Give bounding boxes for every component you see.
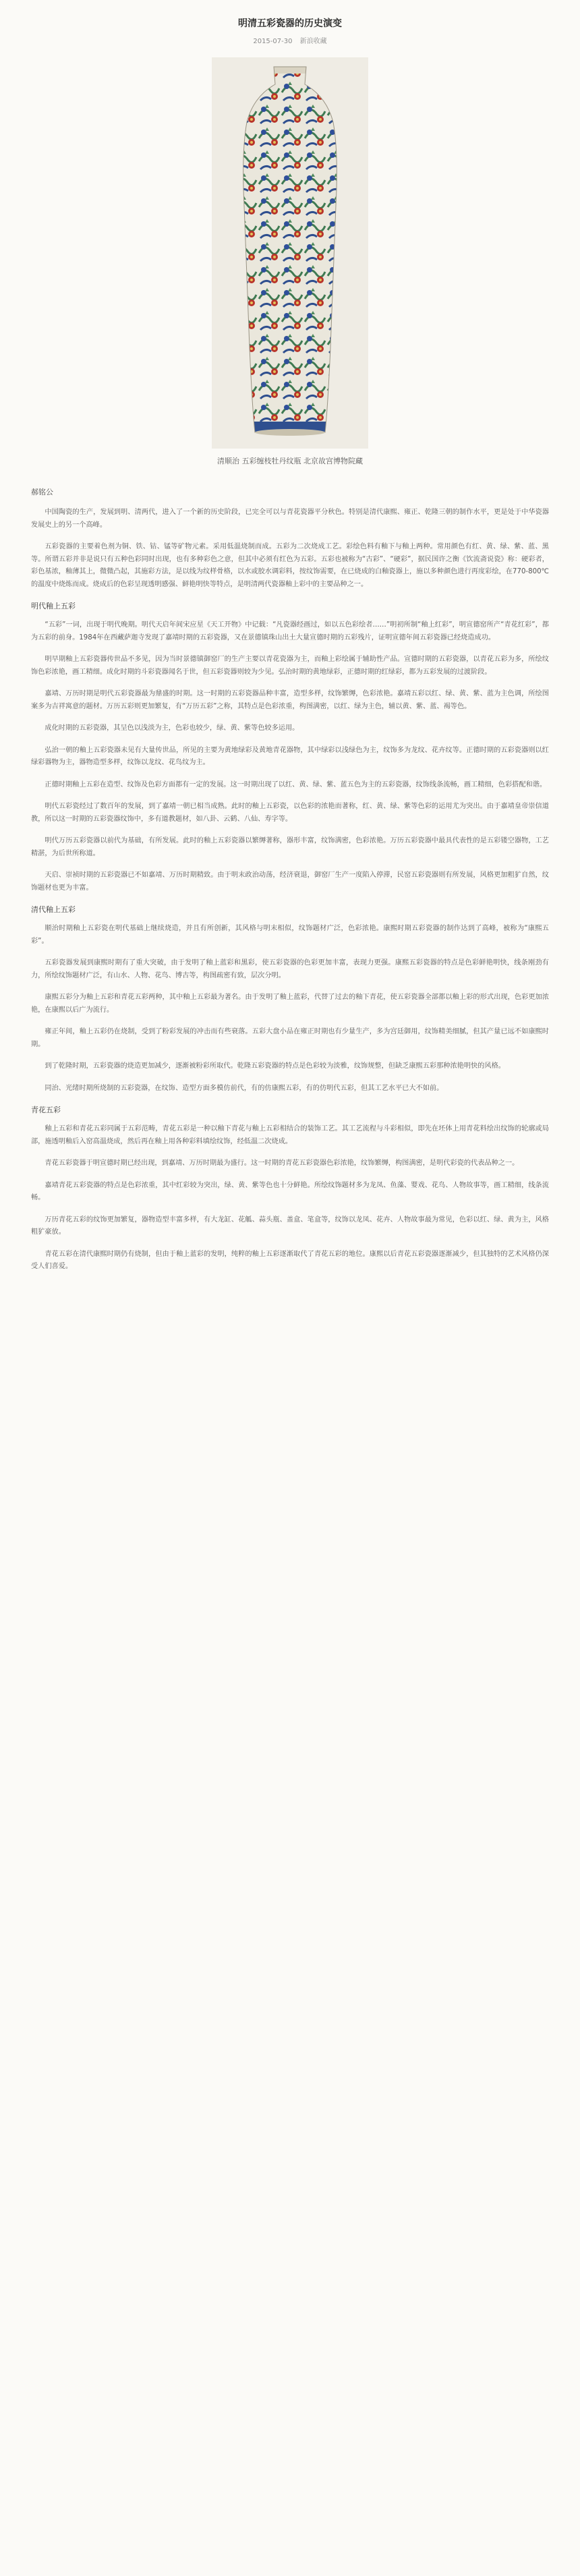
paragraph: 中国陶瓷的生产，发展到明、清两代，进入了一个新的历史阶段，已完全可以与青花瓷器平分秋色。特别是清代康熙、雍正、乾隆三朝的制作水平，更是处于中华瓷器发展史上的另一个高峰。 [31,509,549,529]
paragraph: 弘治一朝的釉上五彩瓷器未见有大量传世品，所见的主要为黄地绿彩及黄地青花器物，其中绿彩以浅绿色为主，纹饰多为龙纹、花卉纹等。正德时期的五彩瓷器则以红绿彩器物为主，器物造型多样，纹饰以龙纹、花鸟纹为主。 [31,746,549,766]
article-meta [31,35,549,45]
article-title: 明清五彩瓷器的历史演变 [238,18,342,29]
paragraph: 天启、崇祯时期的五彩瓷器已不如嘉靖、万历时期精致。由于明末政治动荡，经济衰退，御窑厂生产一度陷入停滞，民窑五彩瓷器则有所发展，风格更加粗犷自然，纹饰题材也更为丰富。 [31,871,549,892]
vase-illustration [212,57,368,449]
paragraph: 明代五彩瓷经过了数百年的发展，到了嘉靖一朝已相当成熟。此时的釉上五彩瓷，以色彩的浓艳而著称，红、黄、绿、紫等色彩的运用尤为突出。由于嘉靖皇帝崇信道教，所以这一时期的五彩瓷器纹饰中，多有道教题材，如八卦、云鹤、八仙、寿字等。 [31,803,549,823]
author-line: 郝铭公 [31,488,53,496]
article-body [31,507,549,1273]
paragraph: 同治、光绪时期所烧制的五彩瓷器，在纹饰、造型方面多模仿前代，有的仿康熙五彩，有的仿明代五彩，但其工艺水平已大不如前。 [45,1084,444,1092]
paragraph: 正德时期釉上五彩在造型、纹饰及色彩方面都有一定的发展。这一时期出现了以红、黄、绿、紫、蓝五色为主的五彩瓷器，纹饰线条流畅，画工精细，色彩搭配和谐。 [45,780,547,789]
paragraph: 五彩瓷器的主要着色剂为铜、铁、钴、锰等矿物元素。采用低温烧制而成。五彩为二次烧成工艺。彩绘色料有釉下与釉上两种。常用颜色有红、黄、绿、紫、蓝、黑等。所谓五彩并非是说只有五种色彩同时出现，也有多种彩色之意，但其中必须有红色为五彩。五彩也被称为“古彩”、“硬彩”，据民国许之衡《饮流斋说瓷》称：硬彩者，彩色基浓，釉薄其上，微微凸起，其施彩方法，是以线为纹样骨格，以水或胶水调彩料，按纹饰需要，在已烧成的白釉瓷器上，施以多种颜色进行再度彩绘，在770-800℃的温度中烧炼而成。烧成后的色彩呈现透明感强、鲜艳明快等特点，是明清两代瓷器釉上彩中的主要品种之一。 [31,543,549,588]
paragraph: 青花五彩瓷器于明宣德时期已经出现，到嘉靖、万历时期最为盛行。这一时期的青花五彩瓷器色彩浓艳，纹饰繁缛，构图满密，是明代彩瓷的代表品种之一。 [45,1160,519,1167]
paragraph: 嘉靖、万历时期是明代五彩瓷器最为鼎盛的时期。这一时期的五彩瓷器品种丰富，造型多样，纹饰繁缛，色彩浓艳。嘉靖五彩以红、绿、黄、紫、蓝为主色调，所绘图案多为吉祥寓意的题材。万历五彩则更加繁复，有“万历五彩”之称，其特点是色彩浓重，构图满密，以红、绿为主色，辅以黄、紫、蓝、褐等色。 [31,690,549,710]
paragraph: 康熙五彩分为釉上五彩和青花五彩两种，其中釉上五彩最为著名。由于发明了釉上蓝彩，代替了过去的釉下青花，使五彩瓷器全部都以釉上彩的形式出现，色彩更加浓艳，在康熙以后广为流行。 [31,994,549,1014]
paragraph: 顺治时期釉上五彩瓷在明代基础上继续烧造，并且有所创新，其风格与明末相似，纹饰题材广泛，色彩浓艳。康熙时期五彩瓷器的制作达到了高峰，被称为“康熙五彩”。 [31,925,549,945]
section-heading: 明代釉上五彩 [31,602,76,610]
section-heading: 清代釉上五彩 [31,905,76,914]
paragraph: 明代万历五彩瓷器以前代为基础，有所发展。此时的釉上五彩瓷器以繁缛著称，器形丰富，纹饰满密，色彩浓艳。万历五彩瓷器中最具代表性的是五彩镂空器物，工艺精湛，为后世所称道。 [31,837,549,857]
publish-date: 2015-07-30 [253,38,293,45]
porcelain-vase-photo [212,57,368,449]
section-heading: 青花五彩 [31,1106,61,1114]
paragraph: 釉上五彩和青花五彩同属于五彩范畴，青花五彩是一种以釉下青花与釉上五彩相结合的装饰工艺。其工艺流程与斗彩相似，即先在坯体上用青花料绘出纹饰的轮廓或局部，施透明釉后入窑高温烧成，然后再在釉上用各种彩料填绘纹饰，经低温二次烧成。 [31,1125,549,1145]
paragraph: 到了乾隆时期，五彩瓷器的烧造更加减少，逐渐被粉彩所取代。乾隆五彩瓷器的特点是色彩较为淡雅，纹饰规整，但缺乏康熙五彩那种浓艳明快的风格。 [45,1062,505,1070]
paragraph: 五彩瓷器发展到康熙时期有了重大突破，由于发明了釉上蓝彩和黑彩，使五彩瓷器的色彩更加丰富，表现力更强。康熙五彩瓷器的特点是色彩鲜艳明快，线条刚劲有力，所绘纹饰题材广泛，有山水、人物、花鸟、博古等，构图疏密有致，层次分明。 [31,959,549,979]
image-caption: 清顺治 五彩缠枝牡丹纹瓶 北京故宫博物院藏 [217,457,363,465]
paragraph: 成化时期的五彩瓷器，其呈色以浅淡为主，色彩也较少，绿、黄、紫等色较多运用。 [45,724,299,732]
paragraph: “五彩”一词，出现于明代晚期。明代天启年间宋应星《天工开物》中记载：“凡瓷器经画过，如以五色彩绘者……”明初所制“釉上红彩”，明宣德窑所产“青花红彩”，都为五彩的前身。1984年在西藏萨迦寺发现了嘉靖时期的五彩瓷器，又在景德镇珠山出土大量宣德时期的五彩残片，证明宣德年间五彩瓷器已经烧造成功。 [31,621,549,641]
paragraph: 雍正年间，釉上五彩仍在烧制，受到了粉彩发展的冲击而有些衰落。五彩大盘小品在雍正时期也有少量生产，多为宫廷御用，纹饰精美细腻，但其产量已远不如康熙时期。 [31,1028,549,1048]
paragraph: 万历青花五彩的纹饰更加繁复，器物造型丰富多样，有大龙缸、花觚、蒜头瓶、盖盒、笔盒等，纹饰以龙凤、花卉、人物故事最为常见，色彩以红、绿、黄为主，风格粗犷豪放。 [31,1215,549,1236]
paragraph: 明早期釉上五彩瓷器传世品不多见，因为当时景德镇御窑厂的生产主要以青花瓷器为主，而釉上彩绘属于辅助性产品。宣德时期的五彩瓷器，以青花五彩为多，所绘纹饰色彩浓艳，画工精细。成化时期的斗彩瓷器闻名于世，但五彩瓷器则较为少见。弘治时期的黄地绿彩，正德时期的红绿彩，都为五彩发展的过渡阶段。 [31,656,549,676]
paragraph: 青花五彩在清代康熙时期仍有烧制，但由于釉上蓝彩的发明，纯粹的釉上五彩逐渐取代了青花五彩的地位。康熙以后青花五彩瓷器逐渐减少，但其独特的艺术风格仍深受人们喜爱。 [31,1250,549,1270]
source-label[interactable]: 新浪收藏 [299,38,327,45]
paragraph: 嘉靖青花五彩瓷器的特点是色彩浓重，其中红彩较为突出，绿、黄、紫等色也十分鲜艳。所绘纹饰题材多为龙凤、鱼藻、婴戏、花鸟、人物故事等，画工精细，线条流畅。 [31,1181,549,1201]
